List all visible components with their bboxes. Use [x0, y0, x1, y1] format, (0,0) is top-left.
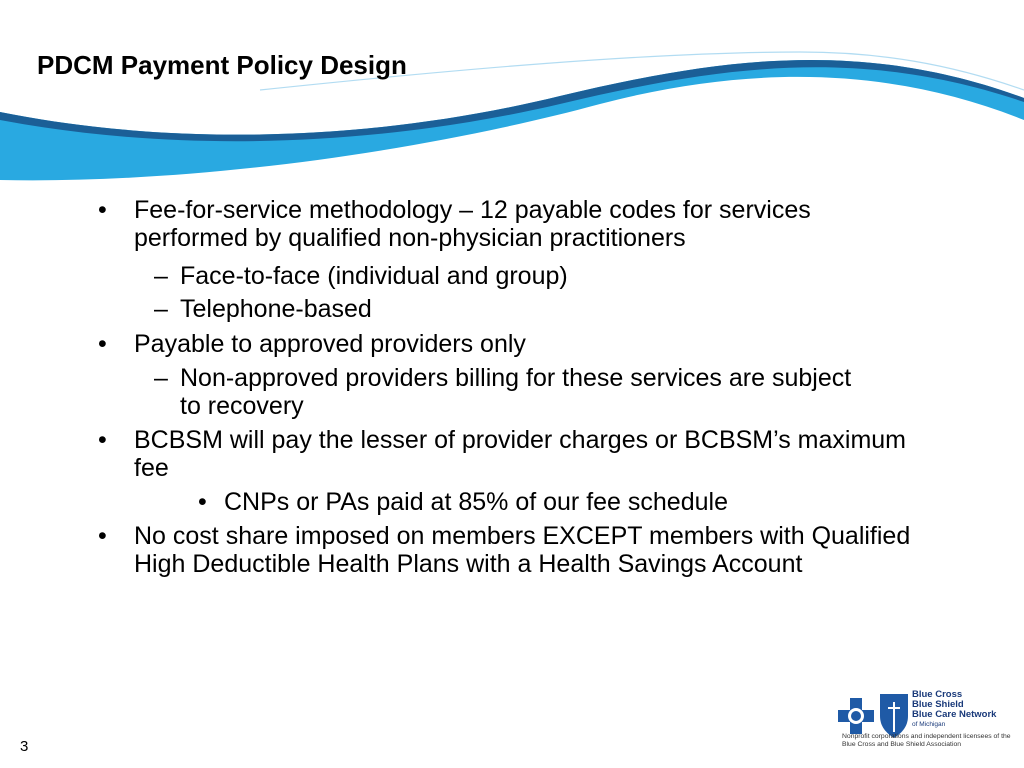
logo-footer: Nonprofit corporations and independent licensees of the Blue Cross and Blue Shield Association	[842, 733, 1011, 748]
bullet-item-4	[98, 330, 914, 358]
bullet-item-3	[154, 295, 900, 323]
bullet-marker: •	[98, 330, 107, 358]
logo-line-1: Blue Cross	[912, 689, 963, 700]
header-wave	[0, 0, 1024, 190]
bullet-item-8	[98, 522, 924, 578]
logo-line-2: Blue Shield	[912, 699, 964, 710]
logo-subtitle: of Michigan	[912, 721, 946, 728]
dash-marker: –	[154, 295, 168, 323]
bullet-item-7	[198, 488, 914, 516]
bullet-text: Fee-for-service methodology – 12 payable codes for services performed by qualified non-physician practitioners	[134, 196, 811, 252]
dash-marker: –	[154, 262, 168, 290]
blue-shield-icon	[880, 694, 908, 738]
slide-title: PDCM Payment Policy Design	[37, 50, 407, 80]
logo-wordmark	[912, 690, 996, 720]
bullet-marker: •	[98, 522, 107, 550]
slide-number: 3	[20, 738, 29, 755]
dash-marker: –	[154, 364, 168, 392]
bullet-item-1	[98, 196, 914, 252]
bullet-text: No cost share imposed on members EXCEPT members with Qualified High Deductible Health Plans with a Health Savings Account	[134, 522, 911, 578]
bullet-text: Non-approved providers billing for these services are subject to recovery	[180, 364, 852, 420]
bullet-text: Telephone-based	[180, 295, 372, 323]
bullet-text: Payable to approved providers only	[134, 330, 526, 358]
bullet-text: Face-to-face (individual and group)	[180, 262, 568, 290]
logo-line-3: Blue Care Network	[912, 709, 997, 720]
bullet-item-5	[154, 364, 870, 420]
bullet-marker: •	[98, 426, 107, 454]
bullet-text: BCBSM will pay the lesser of provider charges or BCBSM’s maximum fee	[134, 426, 907, 482]
bullet-marker: •	[98, 196, 107, 224]
bullet-item-6	[98, 426, 914, 482]
blue-cross-icon	[838, 698, 874, 734]
bullet-item-2	[154, 262, 900, 290]
bullet-marker: •	[198, 488, 207, 516]
bullet-text: CNPs or PAs paid at 85% of our fee schedule	[224, 488, 728, 516]
